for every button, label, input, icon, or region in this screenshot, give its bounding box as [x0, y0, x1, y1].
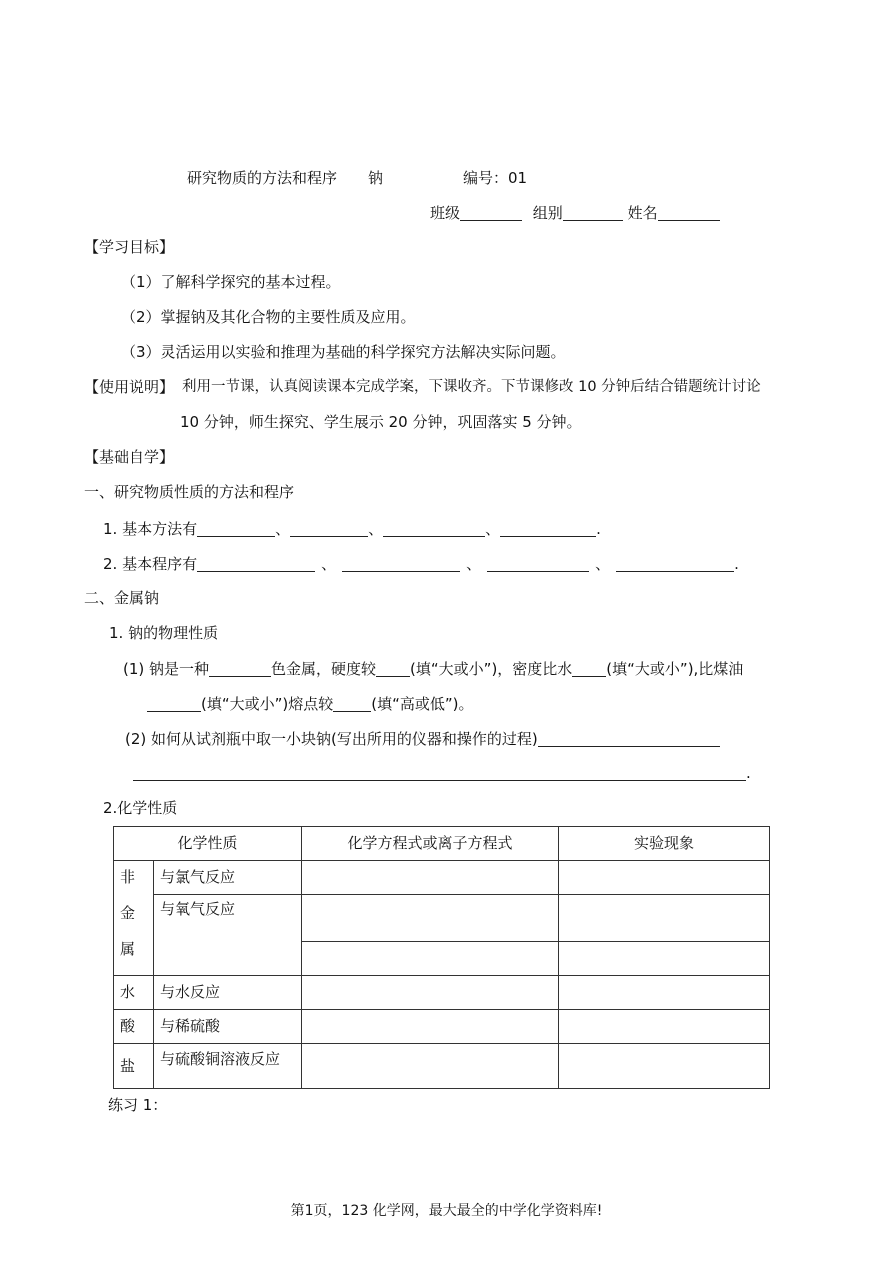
objective-item: （2）掌握钠及其化合物的主要性质及应用。 — [121, 308, 416, 326]
equation-cell[interactable] — [302, 942, 559, 976]
phenomenon-cell[interactable] — [559, 942, 770, 976]
phenomenon-cell[interactable] — [559, 976, 770, 1010]
objectives-heading: 【学习目标】 — [84, 238, 175, 256]
equation-cell[interactable] — [302, 1044, 559, 1089]
answer-blank[interactable] — [197, 521, 275, 537]
page-footer: 第1页，123 化学网，最大最全的中学化学资料库! — [290, 1203, 603, 1219]
table-row — [114, 861, 770, 895]
section-heading-sodium: 二、金属钠 — [84, 589, 160, 607]
class-label: 班级 — [430, 204, 461, 222]
subheading-chemical: 2.化学性质 — [103, 799, 178, 817]
row-label-water: 与水反应 — [154, 976, 302, 1010]
class-field[interactable] — [460, 205, 522, 221]
question-extract-sodium: (2) 如何从试剂瓶中取一小块钠(写出所用的仪器和操作的过程) — [125, 731, 720, 747]
basics-heading: 【基础自学】 — [84, 448, 175, 466]
group-water: 水 — [114, 976, 154, 1010]
answer-blank[interactable] — [383, 521, 485, 537]
usage-heading: 【使用说明】 — [84, 378, 175, 396]
answer-blank[interactable] — [133, 765, 746, 781]
objective-item: （3）灵活运用以实验和推理为基础的科学探究方法解决实际问题。 — [121, 343, 566, 361]
section-heading-methods: 一、研究物质性质的方法和程序 — [84, 483, 295, 501]
question-physical-props: (1) 钠是一种 色金属，硬度较 (填“大或小”)，密度比水 (填“大或小”),比煤油 — [123, 660, 744, 678]
phenomenon-cell[interactable] — [559, 895, 770, 942]
question-basic-methods: 1. 基本方法有 、 、 、 . — [103, 520, 601, 538]
question-basic-procedure: 2. 基本程序有 、 、 、 . — [103, 555, 739, 573]
number-label: 编号：01 — [463, 169, 528, 187]
name-field[interactable] — [658, 205, 720, 221]
answer-blank[interactable] — [290, 521, 368, 537]
phenomenon-cell[interactable] — [559, 861, 770, 895]
answer-blank[interactable] — [197, 556, 315, 572]
equation-cell[interactable] — [302, 861, 559, 895]
header-phenomenon: 实验现象 — [559, 827, 770, 861]
table-row — [114, 976, 770, 1010]
group-nonmetal: 非 金 属 — [114, 861, 154, 976]
answer-blank[interactable] — [500, 521, 596, 537]
header-property: 化学性质 — [114, 827, 302, 861]
answer-blank[interactable] — [376, 661, 410, 677]
usage-text-line2: 10 分钟，师生探究、学生展示 20 分钟，巩固落实 5 分钟。 — [180, 413, 582, 431]
subject-label: 钠 — [368, 169, 384, 187]
row-label-acid: 与稀硫酸 — [154, 1010, 302, 1044]
header-equation: 化学方程式或离子方程式 — [302, 827, 559, 861]
group-salt: 盐 — [114, 1044, 154, 1089]
table-header-row — [114, 827, 770, 861]
phenomenon-cell[interactable] — [559, 1044, 770, 1089]
group-label: 组别 — [532, 204, 563, 222]
exercise-label: 练习 1： — [108, 1096, 168, 1114]
chemical-properties-table — [113, 826, 770, 1089]
row-label-chlorine: 与氯气反应 — [154, 861, 302, 895]
answer-blank[interactable] — [538, 731, 720, 747]
student-info — [430, 205, 720, 221]
equation-cell[interactable] — [302, 976, 559, 1010]
answer-blank[interactable] — [342, 556, 460, 572]
page-title: 研究物质的方法和程序 — [187, 169, 338, 187]
usage-text-line1: 利用一节课，认真阅读课本完成学案，下课收齐。下节课修改 10 分钟后结合错题统计讨论 — [182, 379, 761, 395]
equation-cell[interactable] — [302, 895, 559, 942]
phenomenon-cell[interactable] — [559, 1010, 770, 1044]
answer-blank[interactable] — [572, 661, 606, 677]
subheading-physical: 1. 钠的物理性质 — [109, 624, 219, 642]
answer-blank[interactable] — [209, 661, 271, 677]
answer-blank[interactable] — [487, 556, 589, 572]
answer-blank[interactable] — [333, 696, 371, 712]
question-physical-props-cont: (填“大或小”)熔点较 (填“高或低”)。 — [147, 696, 474, 712]
answer-line-extract: . — [133, 765, 751, 781]
group-field[interactable] — [563, 205, 623, 221]
table-row — [114, 1010, 770, 1044]
row-label-salt: 与硫酸铜溶液反应 — [154, 1044, 302, 1089]
equation-cell[interactable] — [302, 1010, 559, 1044]
table-row — [114, 1044, 770, 1089]
answer-blank[interactable] — [616, 556, 734, 572]
table-row — [114, 895, 770, 942]
name-label: 姓名 — [627, 204, 658, 222]
answer-blank[interactable] — [147, 696, 201, 712]
row-label-oxygen: 与氧气反应 — [154, 895, 302, 976]
objective-item: （1）了解科学探究的基本过程。 — [121, 273, 341, 291]
group-acid: 酸 — [114, 1010, 154, 1044]
